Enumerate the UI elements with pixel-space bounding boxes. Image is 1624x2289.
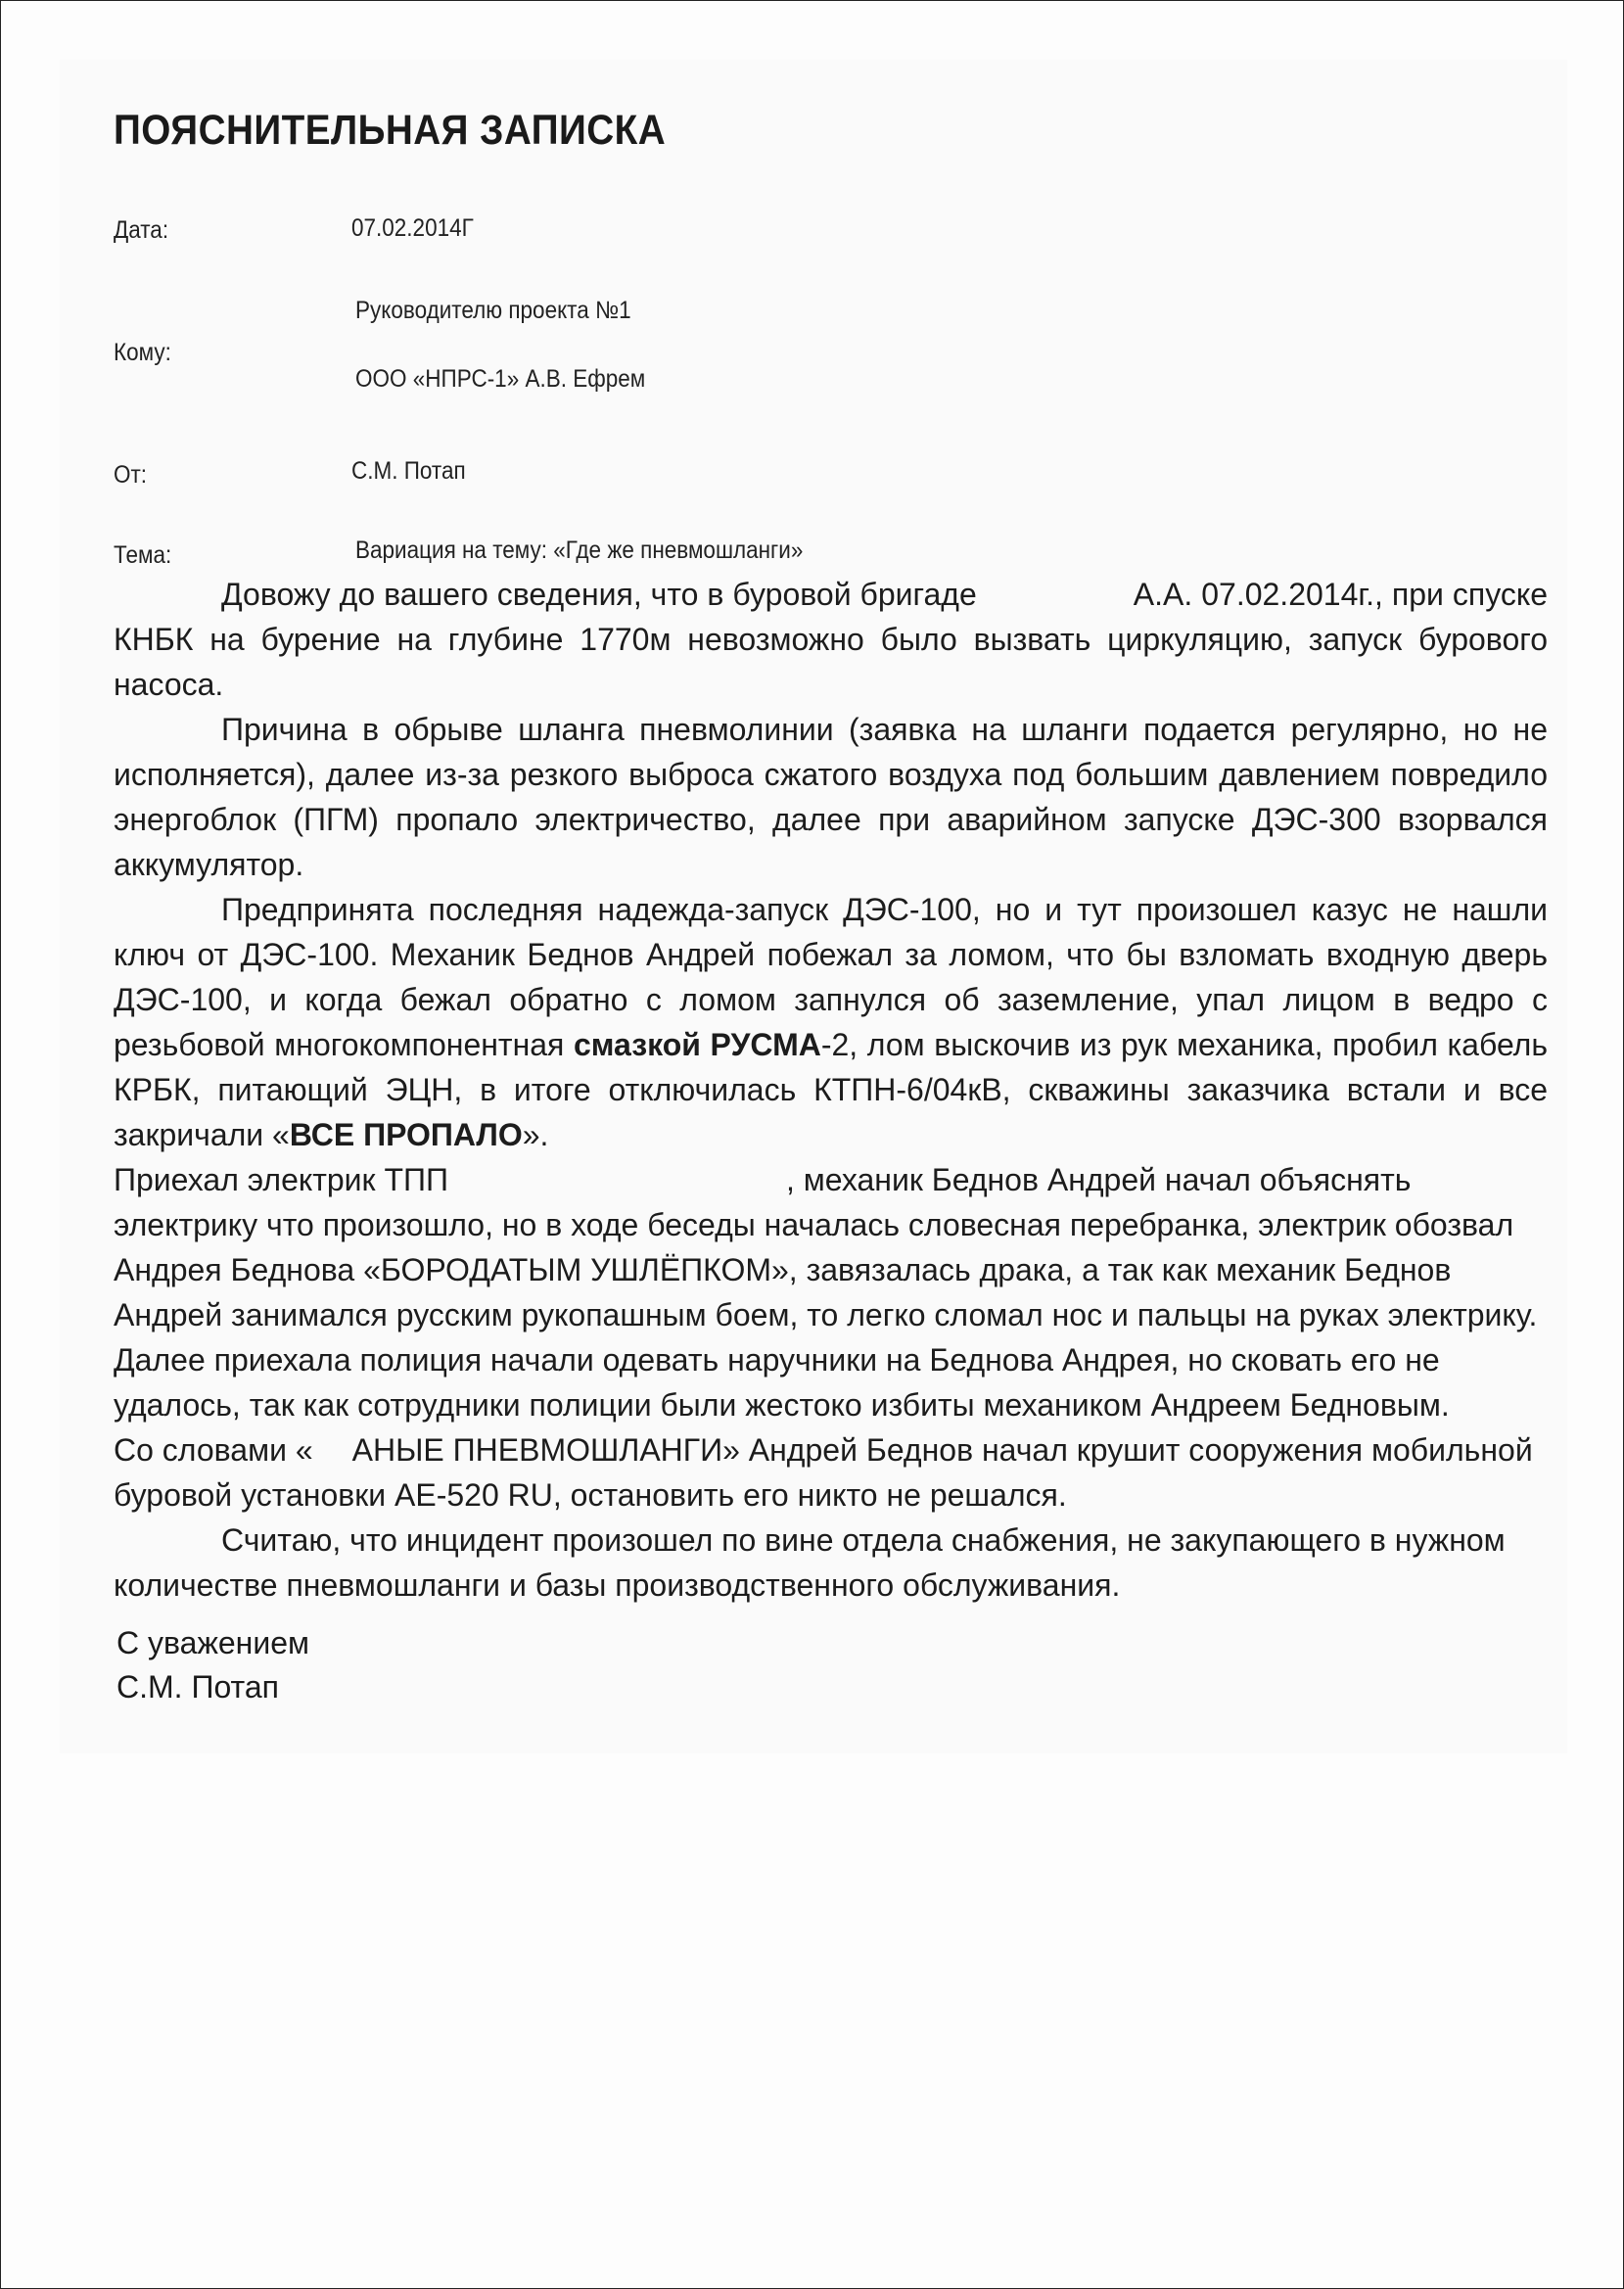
memo-body	[114, 572, 1548, 1608]
paragraph-3-bold-2: ВСЕ ПРОПАЛО	[289, 1117, 523, 1152]
page-title: ПОЯСНИТЕЛЬНАЯ ЗАПИСКА	[114, 107, 667, 154]
date-value: 07.02.2014Г	[351, 214, 474, 242]
paragraph-1	[114, 572, 1548, 707]
paragraph-6	[114, 1427, 1548, 1518]
paragraph-4-part-a: Приехал электрик ТПП	[114, 1162, 448, 1197]
paragraph-6-part-b: АНЫЕ ПНЕВМОШЛАНГИ» Андрей Беднов начал крушит сооружения мобильной буровой установки АЕ-520 RU, остановить его никто не решался.	[114, 1432, 1533, 1513]
from-value: С.М. Потап	[351, 457, 466, 485]
paragraph-3-part-a: Предпринята последняя надежда-запуск ДЭС-100, но и тут произошел казус не нашли ключ от ДЭС-100. Механик Беднов Андрей побежал за ломом, что бы взломать входную дверь ДЭС-100, и когда бежал обратно с ломом запнулся об заземление, упал лицом в ведро с резьбовой многокомпонентная	[114, 892, 1548, 1062]
closing-signature: С.М. Потап	[116, 1669, 279, 1705]
subject-value: Вариация на тему: «Где же пневмошланги»	[355, 537, 804, 564]
paragraph-5: Далее приехала полиция начали одевать наручники на Беднова Андрея, но сковать его не удалось, так как сотрудники полиции были жестоко избиты механиком Андреем Бедновым.	[114, 1342, 1450, 1423]
paragraph-3-part-e: ».	[522, 1117, 549, 1152]
paragraph-3-bold-1: смазкой РУСМА	[574, 1027, 821, 1062]
paragraph-2: Причина в обрыве шланга пневмолинии (заявка на шланги подается регулярно, но не исполняется), далее из-за резкого выброса сжатого воздуха под большим давлением повредило энергоблок (ПГМ) пропало электричество, далее при аварийном запуске ДЭС-300 взорвался аккумулятор.	[114, 712, 1548, 882]
to-line-1: Руководителю проекта №1	[355, 297, 631, 324]
date-label: Дата:	[114, 216, 169, 244]
to-label: Кому:	[114, 339, 171, 366]
paragraph-4	[114, 1157, 1548, 1337]
paragraph-7: Считаю, что инцидент произошел по вине отдела снабжения, не закупающего в нужном количестве пневмошланги и базы производственного обслуживания.	[114, 1522, 1506, 1603]
paragraph-1-part-a: Довожу до вашего сведения, что в буровой бригаде	[221, 577, 977, 612]
paragraph-6-part-a: Со словами «	[114, 1432, 313, 1468]
subject-label: Тема:	[114, 541, 172, 569]
paragraph-4-part-b: , механик Беднов Андрей начал объяснять электрику что произошло, но в ходе беседы началась словесная перебранка, электрик обозвал Андрея Беднова «БОРОДАТЫМ УШЛЁПКОМ», завязалась драка, а так как механик Беднов Андрей занимался русским рукопашным боем, то легко сломал нос и пальцы на руках электрику.	[114, 1162, 1538, 1332]
paragraph-3-part-c: -2, лом выскочив из рук механика, пробил кабель КРБК, питающий ЭЦН, в итоге отключилась КТПН-6/04кВ, скважины заказчика встали и все закричали «	[114, 1027, 1549, 1152]
from-label: От:	[114, 461, 148, 489]
closing-regards: С уважением	[116, 1625, 309, 1660]
to-line-2: ООО «НПРС-1» А.В. Ефрем	[355, 365, 646, 393]
paragraph-3	[114, 887, 1548, 1157]
closing-block	[116, 1621, 309, 1709]
paragraph-1-part-b: А.А. 07.02.2014г., при спуске КНБК на бурение на глубине 1770м невозможно было вызвать циркуляцию, запуск бурового насоса.	[114, 577, 1549, 702]
